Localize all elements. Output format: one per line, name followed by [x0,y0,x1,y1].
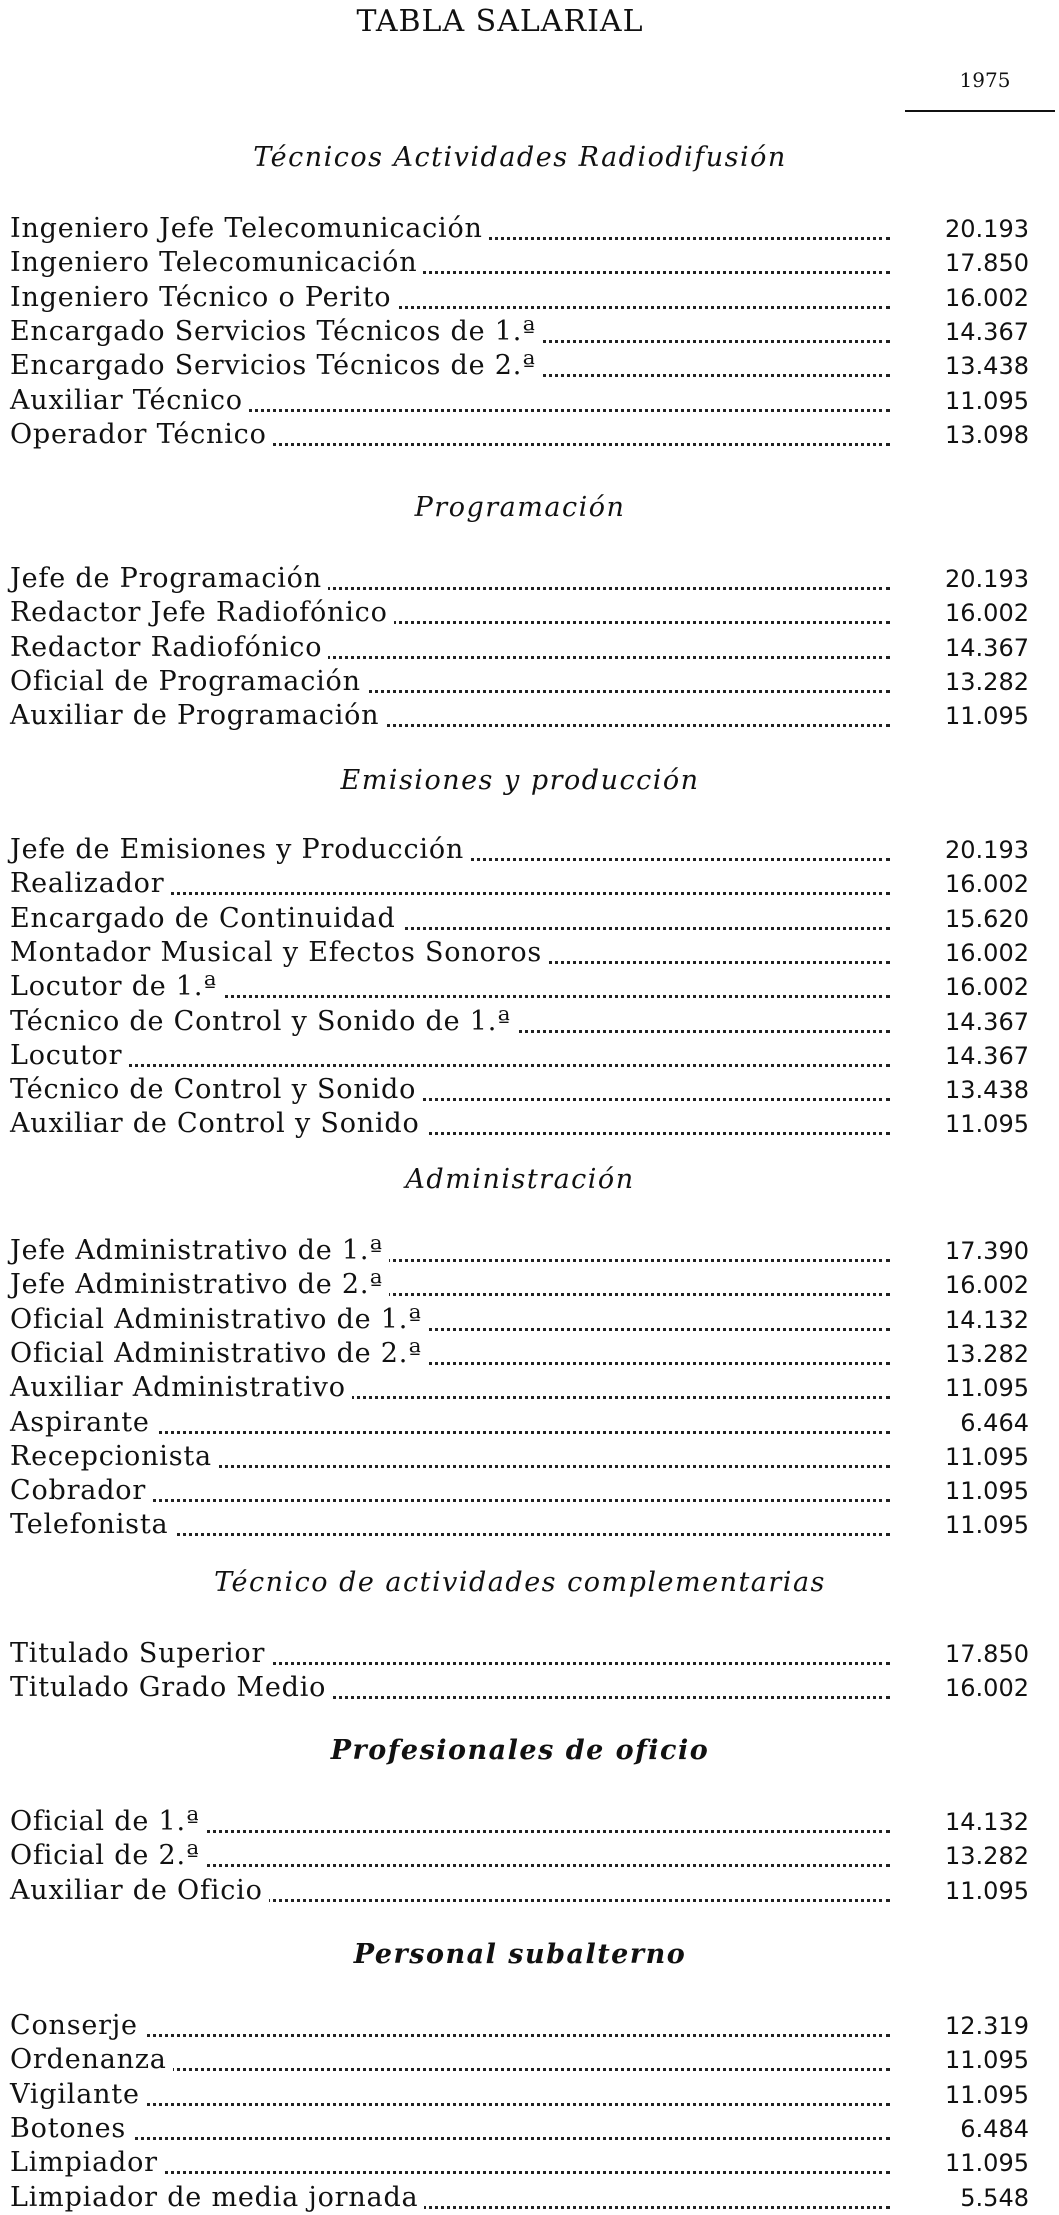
salary-row [0,833,1059,867]
salary-value: 14.132 [945,1808,1029,1836]
salary-value: 6.484 [960,2114,1029,2143]
job-title: Encargado Servicios Técnicos de 1.ª [10,315,542,349]
salary-value: 14.367 [945,1007,1029,1036]
salary-value: 11.095 [945,2080,1029,2109]
salary-value: 13.438 [945,1076,1029,1105]
job-title: Cobrador [10,1474,152,1508]
job-title: Encargado de Continuidad [10,902,402,936]
salary-row [0,1440,1059,1474]
salary-value: 13.098 [945,420,1029,449]
salary-row [0,2043,1059,2077]
section-title: Técnicos Actividades Radiodifusión [253,142,787,173]
salary-row [0,2009,1059,2043]
salary-row [0,699,1059,733]
salary-value: 16.002 [945,973,1029,1002]
salary-row [0,281,1059,315]
salary-value: 16.002 [945,599,1029,628]
salary-value: 11.095 [945,1876,1029,1905]
salary-value: 16.002 [945,870,1029,899]
dot-leader [20,2103,890,2106]
salary-row [0,1805,1059,1839]
job-title: Oficial de 2.ª [10,1839,205,1873]
salary-value: 13.282 [945,1842,1029,1871]
salary-row [0,1508,1059,1542]
job-title: Ingeniero Telecomunicación [10,246,423,280]
salary-value: 13.438 [945,352,1029,381]
salary-row [0,2181,1059,2215]
job-title: Auxiliar de Programación [10,699,385,733]
salary-row [0,1107,1059,1141]
job-title: Recepcionista [10,1440,218,1474]
job-title: Técnico de Control y Sonido de 1.ª [10,1005,517,1039]
salary-value: 11.095 [945,1442,1029,1471]
job-title: Montador Musical y Efectos Sonoros [10,936,548,970]
job-title: Auxiliar Técnico [10,384,249,418]
job-title: Oficial de 1.ª [10,1805,205,1839]
section-title: Administración [405,1164,635,1195]
salary-value: 11.095 [945,1110,1029,1139]
salary-row [0,596,1059,630]
salary-value: 16.002 [945,1271,1029,1300]
salary-value: 11.095 [945,386,1029,415]
job-title: Redactor Jefe Radiofónico [10,596,394,630]
salary-row [0,1005,1059,1039]
year-underline [905,110,1055,112]
salary-value: 14.132 [945,1305,1029,1334]
salary-row [0,1039,1059,1073]
job-title: Limpiador [10,2146,164,2180]
job-title: Realizador [10,867,170,901]
salary-row [0,631,1059,665]
salary-value: 11.095 [945,1477,1029,1506]
job-title: Jefe Administrativo de 2.ª [10,1268,389,1302]
salary-value: 16.002 [945,1674,1029,1703]
job-title: Ingeniero Jefe Telecomunicación [10,212,489,246]
salary-value: 12.319 [945,2012,1029,2040]
salary-row [0,246,1059,280]
salary-value: 17.850 [945,1640,1029,1668]
dot-leader [20,1064,890,1067]
salary-value: 20.193 [945,836,1029,864]
job-title: Titulado Superior [10,1637,271,1671]
salary-row [0,1234,1059,1268]
job-title: Ingeniero Técnico o Perito [10,281,397,315]
salary-value: 20.193 [945,565,1029,593]
job-title: Locutor [10,1039,128,1073]
year-header: 1975 [959,68,1011,92]
section-title: Personal subalterno [353,1939,687,1970]
salary-row [0,867,1059,901]
salary-row [0,562,1059,596]
salary-row [0,2112,1059,2146]
job-title: Técnico de Control y Sonido [10,1073,422,1107]
salary-value: 16.002 [945,938,1029,967]
section-title: Profesionales de oficio [330,1735,710,1766]
job-title: Auxiliar Administrativo [10,1371,352,1405]
salary-row [0,1406,1059,1440]
job-title: Oficial Administrativo de 1.ª [10,1303,428,1337]
salary-row [0,1337,1059,1371]
job-title: Auxiliar de Oficio [10,1874,269,1908]
salary-row [0,1637,1059,1671]
job-title: Auxiliar de Control y Sonido [10,1107,426,1141]
job-title: Ordenanza [10,2043,173,2077]
job-title: Telefonista [10,1508,174,1542]
salary-row [0,1874,1059,1908]
salary-value: 15.620 [945,904,1029,933]
salary-row [0,936,1059,970]
salary-row [0,1073,1059,1107]
salary-value: 5.548 [960,2183,1029,2212]
salary-row [0,970,1059,1004]
salary-row [0,418,1059,452]
section-title: Técnico de actividades complementarias [214,1567,826,1598]
job-title: Oficial de Programación [10,665,367,699]
salary-row [0,2078,1059,2112]
job-title: Jefe de Programación [10,562,328,596]
salary-row [0,1303,1059,1337]
salary-value: 13.282 [945,1339,1029,1368]
salary-value: 6.464 [960,1408,1029,1437]
salary-value: 11.095 [945,2046,1029,2075]
page-title: TABLA SALARIAL [356,4,644,39]
salary-row [0,315,1059,349]
job-title: Redactor Radiofónico [10,631,328,665]
salary-value: 11.095 [945,2149,1029,2178]
job-title: Titulado Grado Medio [10,1671,332,1705]
dot-leader [20,2137,890,2140]
salary-row [0,902,1059,936]
salary-value: 14.367 [945,317,1029,346]
salary-row [0,1268,1059,1302]
salary-value: 20.193 [945,215,1029,243]
salary-value: 14.367 [945,1041,1029,1070]
section-title: Programación [414,492,626,523]
salary-value: 16.002 [945,283,1029,312]
job-title: Operador Técnico [10,418,273,452]
job-title: Locutor de 1.ª [10,970,223,1004]
job-title: Oficial Administrativo de 2.ª [10,1337,428,1371]
salary-row [0,1671,1059,1705]
job-title: Conserje [10,2009,144,2043]
job-title: Encargado Servicios Técnicos de 2.ª [10,349,542,383]
salary-row [0,2146,1059,2180]
job-title: Limpiador de media jornada [10,2181,424,2215]
salary-row [0,1371,1059,1405]
job-title: Vigilante [10,2078,146,2112]
salary-row [0,349,1059,383]
salary-row [0,665,1059,699]
dot-leader [20,2034,890,2037]
section-title: Emisiones y producción [340,765,700,796]
salary-value: 17.390 [945,1237,1029,1265]
salary-row [0,212,1059,246]
salary-row [0,1839,1059,1873]
salary-value: 14.367 [945,633,1029,662]
salary-row [0,384,1059,418]
salary-value: 11.095 [945,1374,1029,1403]
salary-value: 13.282 [945,667,1029,696]
job-title: Jefe de Emisiones y Producción [10,833,470,867]
salary-value: 11.095 [945,702,1029,731]
salary-row [0,1474,1059,1508]
job-title: Aspirante [10,1406,156,1440]
job-title: Botones [10,2112,132,2146]
salary-value: 17.850 [945,249,1029,278]
salary-value: 11.095 [945,1511,1029,1540]
job-title: Jefe Administrativo de 1.ª [10,1234,389,1268]
